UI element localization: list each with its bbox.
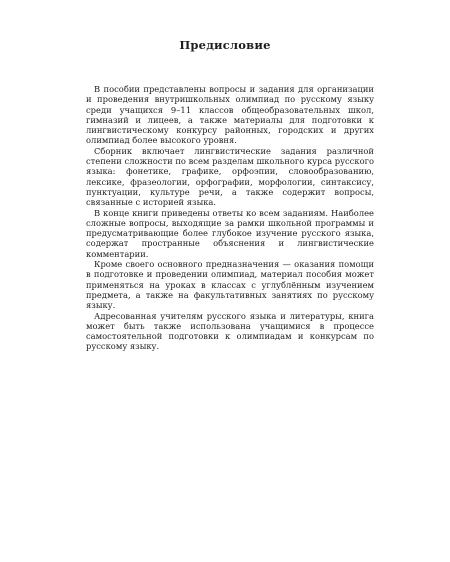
preface-body (86, 84, 374, 352)
paragraph-5: Адресованная учителям русского языка и литературы, книга может быть также использована учащимися в процессе самостоятельной подготовки к олимпиадам и конкурсам по русскому языку. (86, 310, 374, 352)
paragraph-2: Сборник включает лингвистические задания различной степени сложности по всем разделам школьного курса русского языка: фонетике, графике, орфоэпии, словообразованию, лексике, фразеологии, орфографии, морфологии, синтаксису, пунктуации, культуре речи, а также содержит вопросы, связанные с историей языка. (86, 145, 374, 208)
paragraph-1: В пособии представлены вопросы и задания для организации и проведения внутришкольных олимпиад по русскому языку среди учащихся 9–11 классов общеобразовательных школ, гимназий и лицеев, а также материалы для подготовки к лингвистическому конкурсу районных, городских и других олимпиад более высокого уровня. (86, 84, 374, 146)
paragraph-4: Кроме своего основного предназначения — оказания помощи в подготовке и проведении олимпиад, материал пособия может применяться на уроках в классах с углублённым изучением предмета, а также на факультативных занятиях по русскому языку. (86, 259, 374, 311)
paragraph-3: В конце книги приведены ответы ко всем заданиям. Наиболее сложные вопросы, выходящие за рамки школьной программы и предусматривающие более глубокое изучение русского языка, содержат пространные объяснения и лингвистические комментарии. (86, 207, 374, 259)
page-title: Предисловие (179, 38, 271, 52)
